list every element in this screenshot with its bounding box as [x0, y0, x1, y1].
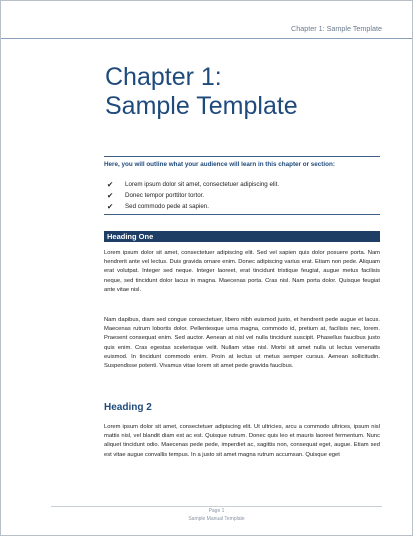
running-header — [1, 21, 412, 39]
chapter-title-line2: Sample Template — [105, 92, 298, 120]
checkmark-icon: ✔ — [107, 202, 114, 211]
page-footer — [51, 506, 382, 523]
paragraph-1: Lorem ipsum dolor sit amet, consectetuer adipiscing elit. Sed vel sapien quis dolor posuere porta. Nam hendrerit ante vel lectus. Duis gravida ornare enim. Donec adipiscing varius erat. Etiam non pede. Aliquam erat volutpat. Integer sed neque. Integer laoreet, erat tincidunt tristique feugiat, augue metus facilisis neque, sed tincidunt dolor lacus in magna. Maecenas porta. Cras nisl. Nam porta dolor. Quisque feugiat ante vitae nisl. — [104, 250, 380, 293]
bullet-text: Sed commodo pede at sapien. — [125, 203, 209, 210]
bullet-text: Lorem ipsum dolor sit amet, consectetuer adipiscing elit. — [125, 181, 280, 188]
bullet-item — [107, 201, 279, 212]
chapter-title-line1: Chapter 1: — [105, 63, 222, 91]
heading-one: Heading One — [107, 232, 154, 241]
bullet-list — [107, 179, 279, 212]
footer-template-name: Sample Manual Template — [188, 516, 245, 522]
paragraph-2: Nam dapibus, diam sed congue consectetuer, libero nibh euismod justo, et hendrerit pede augue et lacus. Maecenas rutrum lobortis dolor. Pellentesque urna magna, commodo id, pretium at, facilisis nec, lorem. Praesent consequat enim. Sed auctor. Aenean at nisl vel nulla tincidunt suscipit. Phasellus faucibus justo quis enim. Cras egestas scelerisque velit. Nullam vitae nisl. Morbi sit amet nulla ut lectus venenatis euismod. In tincidunt commodo enim. Proin at lectus ut metus semper cursus. Aenean sollicitudin. Suspendisse potenti. Vivamus vitae lorem sit amet pede gravida faucibus. — [104, 317, 380, 370]
checkmark-icon: ✔ — [107, 191, 114, 200]
intro-text: Here, you will outline what your audience will learn in this chapter or section: — [104, 161, 335, 168]
divider — [104, 214, 380, 215]
divider — [104, 156, 380, 157]
heading-two: Heading 2 — [104, 402, 152, 413]
checkmark-icon: ✔ — [107, 180, 114, 189]
page-number: Page 1 — [208, 508, 225, 514]
bullet-item — [107, 179, 279, 190]
heading-one-bar — [104, 231, 380, 242]
bullet-item — [107, 190, 279, 201]
bullet-text: Donec tempor porttitor tortor. — [125, 192, 205, 199]
chapter-title — [105, 63, 298, 121]
running-header-title: Chapter 1: Sample Template — [291, 24, 382, 33]
paragraph-3: Lorem ipsum dolor sit amet, consectetuer adipiscing elit. Ut ultricies, arcu a commodo ultrices, ipsum nisl mattis nisl, vel blandit diam est ac est. Quisque rutrum. Donec quis leo et mauris laoreet fermentum. Nunc aliquet tincidunt odio. Maecenas pede pede, imperdiet ac, sagittis non, consequat eget, augue. Etiam sed est vitae augue convallis tempus. In a justo sit amet magna rutrum accumsan. Quisque eget — [104, 424, 380, 458]
